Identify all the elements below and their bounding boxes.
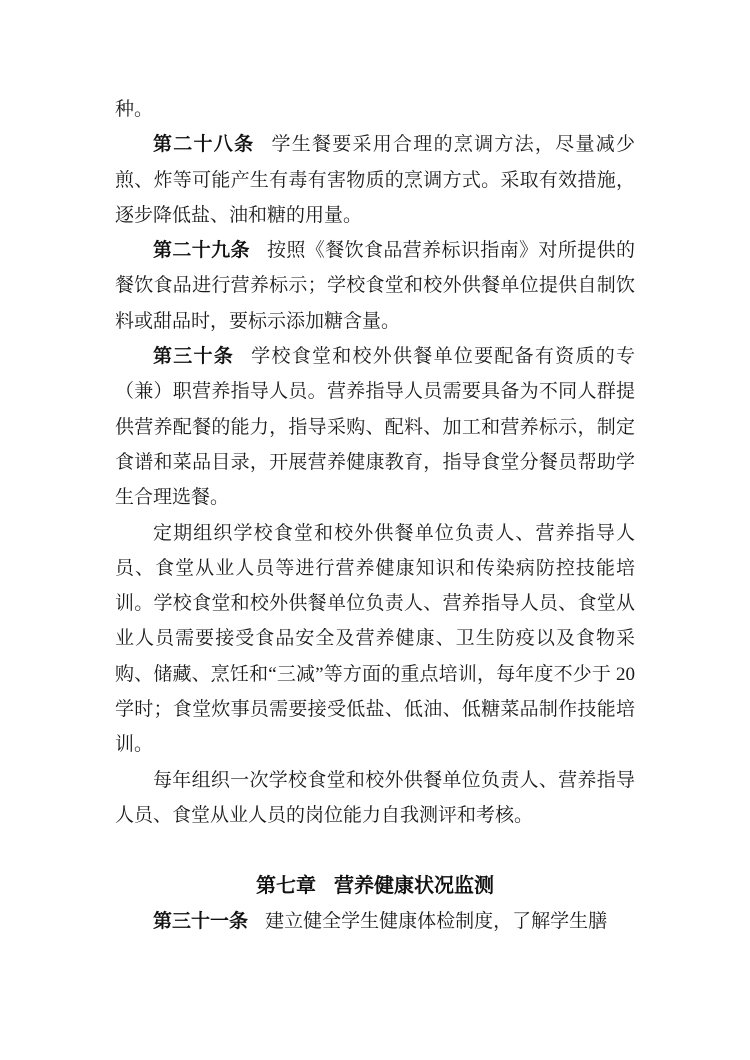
paragraph-article-28 — [115, 127, 635, 233]
paragraph-article-29 — [115, 233, 635, 339]
article-30-text: 学校食堂和校外供餐单位要配备有资质的专（兼）职营养指导人员。营养指导人员需要具备为不同人群提供营养配餐的能力，指导采购、配料、加工和营养标示，制定食谱和菜品目录，开展营养健康教育，指导食堂分餐员帮助学生合理选餐。 — [115, 346, 635, 509]
article-28-number: 第二十八条 — [153, 134, 255, 156]
article-29-number: 第二十九条 — [153, 240, 250, 262]
paragraph-article-31 — [115, 904, 635, 939]
chapter-title: 营养健康状况监测 — [334, 874, 494, 897]
article-30-number: 第三十条 — [153, 346, 235, 368]
paragraph-training-requirements: 定期组织学校食堂和校外供餐单位负责人、营养指导人员、食堂从业人员等进行营养健康知识和传染病防控技能培训。学校食堂和校外供餐单位负责人、营养指导人员、食堂从业人员需要接受食品安全及营养健康、卫生防疫以及食物采购、储藏、烹饪和“三减”等方面的重点培训，每年度不少于 20 学时；食堂炊事员需要接受低盐、低油、低糖菜品制作技能培训。 — [115, 522, 635, 756]
paragraph-annual-assessment: 每年组织一次学校食堂和校外供餐单位负责人、营养指导人员、食堂从业人员的岗位能力自我测评和考核。 — [115, 769, 635, 826]
chapter-number: 第七章 — [256, 874, 316, 897]
article-28-text: 学生餐要采用合理的烹调方法，尽量减少煎、炸等可能产生有毒有害物质的烹调方式。采取有效措施，逐步降低盐、油和糖的用量。 — [115, 134, 635, 226]
paragraph-continuation: 种。 — [115, 99, 154, 120]
article-31-number: 第三十一条 — [153, 910, 249, 932]
article-31-text: 建立健全学生健康体检制度，了解学生膳 — [265, 910, 608, 932]
paragraph-article-30 — [115, 339, 635, 515]
article-29-text: 按照《餐饮食品营养标识指南》对所提供的餐饮食品进行营养标示；学校食堂和校外供餐单位提供自制饮料或甜品时，要标示添加糖含量。 — [115, 240, 635, 332]
chapter-heading — [115, 869, 635, 904]
